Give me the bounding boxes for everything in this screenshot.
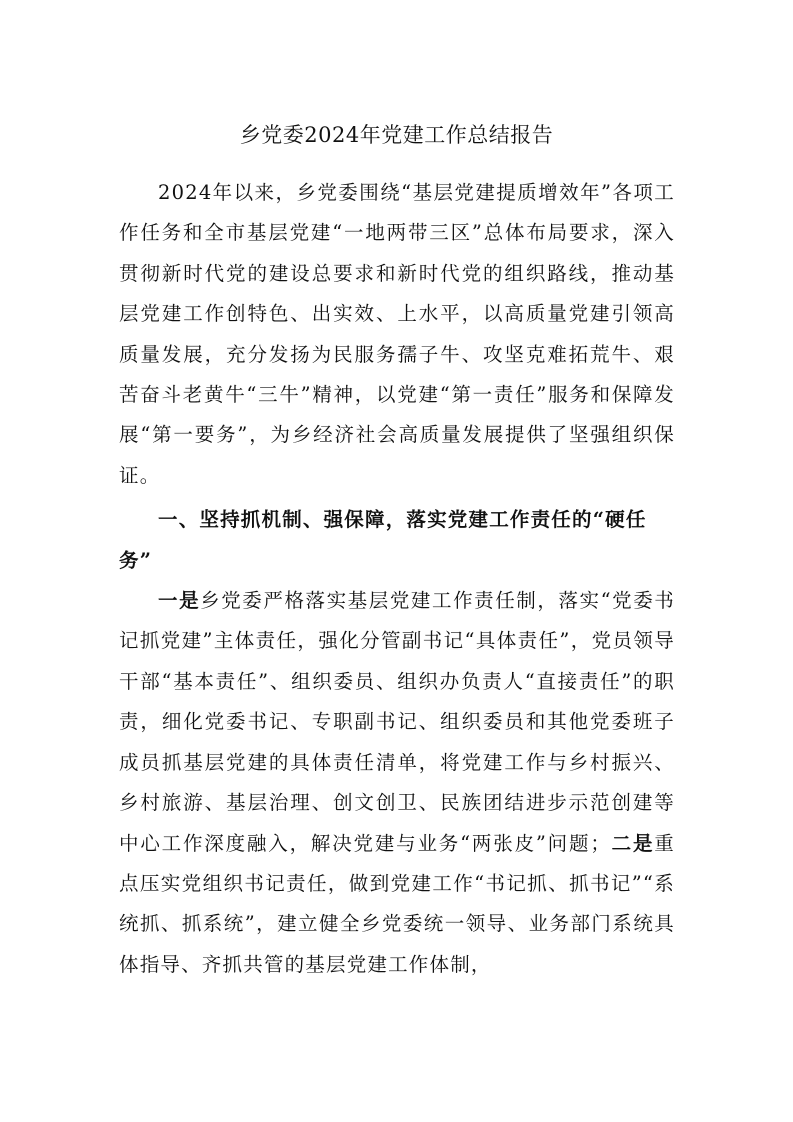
point-2-lead: 二是 <box>611 831 655 855</box>
section-1-paragraph <box>119 581 675 985</box>
document-title: 乡党委2024年党建工作总结报告 <box>239 123 554 147</box>
point-1-text: 乡党委严格落实基层党建工作责任制，落实“党委书记抓党建”主体责任，强化分管副书记“具体责任”，党员领导干部“基本责任”、组织委员、组织办负责人“直接责任”的职责，细化党委书记、专职副书记、组织委员和其他党委班子成员抓基层党建的具体责任清单，将党建工作与乡村振兴、乡村旅游、基层治理、创文创卫、民族团结进步示范创建等中心工作深度融入，解决党建与业务“两张皮”问题； <box>119 589 675 855</box>
document-body <box>119 173 675 985</box>
intro-paragraph: 2024年以来，乡党委围绕“基层党建提质增效年”各项工作任务和全市基层党建“一地两带三区”总体布局要求，深入贯彻新时代党的建设总要求和新时代党的组织路线，推动基层党建工作创特色、出实效、上水平，以高质量党建引领高质量发展，充分发扬为民服务孺子牛、攻坚克难拓荒牛、艰苦奋斗老黄牛“三牛”精神，以党建“第一责任”服务和保障发展“第一要务”，为乡经济社会高质量发展提供了坚强组织保证。 <box>119 181 675 487</box>
point-2-text: 重点压实党组织书记责任，做到党建工作“书记抓、抓书记”“系统抓、抓系统”，建立健全乡党委统一领导、业务部门系统具体指导、齐抓共管的基层党建工作体制， <box>119 831 675 976</box>
point-1-lead: 一是 <box>158 589 201 613</box>
section-1-heading: 一、坚持抓机制、强保障，落实党建工作责任的“硬任务” <box>119 508 647 572</box>
